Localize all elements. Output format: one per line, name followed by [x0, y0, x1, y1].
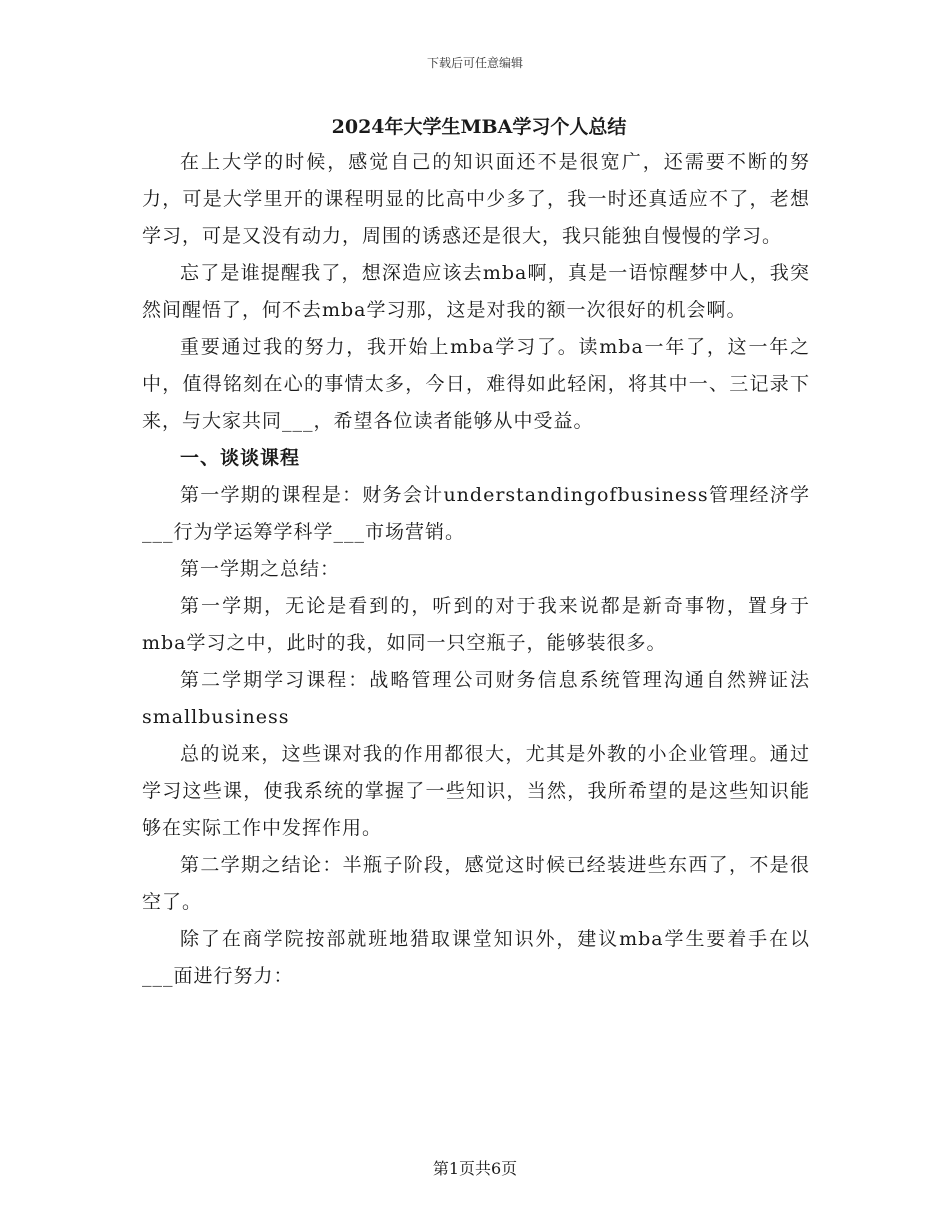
- paragraph-7: 第二学期学习课程：战略管理公司财务信息系统管理沟通自然辨证法smallbusiness: [142, 669, 810, 728]
- paragraph-8: 总的说来，这些课对我的作用都很大，尤其是外教的小企业管理。通过学习这些课，使我系统的掌握了一些知识，当然，我所希望的是这些知识能够在实际工作中发挥作用。: [142, 743, 810, 839]
- header-note: 下载后可任意编辑: [426, 56, 523, 70]
- section-heading: 一、谈谈课程: [180, 447, 301, 469]
- paragraph-1: 在上大学的时候，感觉自己的知识面还不是很宽广，还需要不断的努力，可是大学里开的课程明显的比高中少多了，我一时还真适应不了，老想学习，可是又没有动力，周围的诱惑还是很大，我只能独自慢慢的学习。: [142, 151, 810, 247]
- document-body: [142, 110, 810, 995]
- paragraph-2: 忘了是谁提醒我了，想深造应该去mba啊，真是一语惊醒梦中人，我突然间醒悟了，何不去mba学习那，这是对我的额一次很好的机会啊。: [142, 262, 810, 321]
- document-title: 2024年大学生MBA学习个人总结: [331, 116, 627, 138]
- paragraph-10: 除了在商学院按部就班地猎取课堂知识外，建议mba学生要着手在以___面进行努力：: [142, 928, 810, 987]
- paragraph-5: 第一学期之总结：: [180, 558, 341, 580]
- paragraph-3: 重要通过我的努力，我开始上mba学习了。读mba一年了，这一年之中，值得铭刻在心的事情太多，今日，难得如此轻闲，将其中一、三记录下来，与大家共同___，希望各位读者能够从中受益。: [142, 336, 810, 432]
- paragraph-9: 第二学期之结论：半瓶子阶段，感觉这时候已经装进些东西了，不是很空了。: [142, 854, 810, 913]
- page-footer: [0, 1156, 950, 1179]
- paragraph-4: 第一学期的课程是：财务会计understandingofbusiness管理经济学___行为学运筹学科学___市场营销。: [142, 484, 810, 543]
- paragraph-6: 第一学期，无论是看到的，听到的对于我来说都是新奇事物，置身于mba学习之中，此时的我，如同一只空瓶子，能够装很多。: [142, 595, 810, 654]
- page-number-label: 第1页共6页: [432, 1159, 518, 1178]
